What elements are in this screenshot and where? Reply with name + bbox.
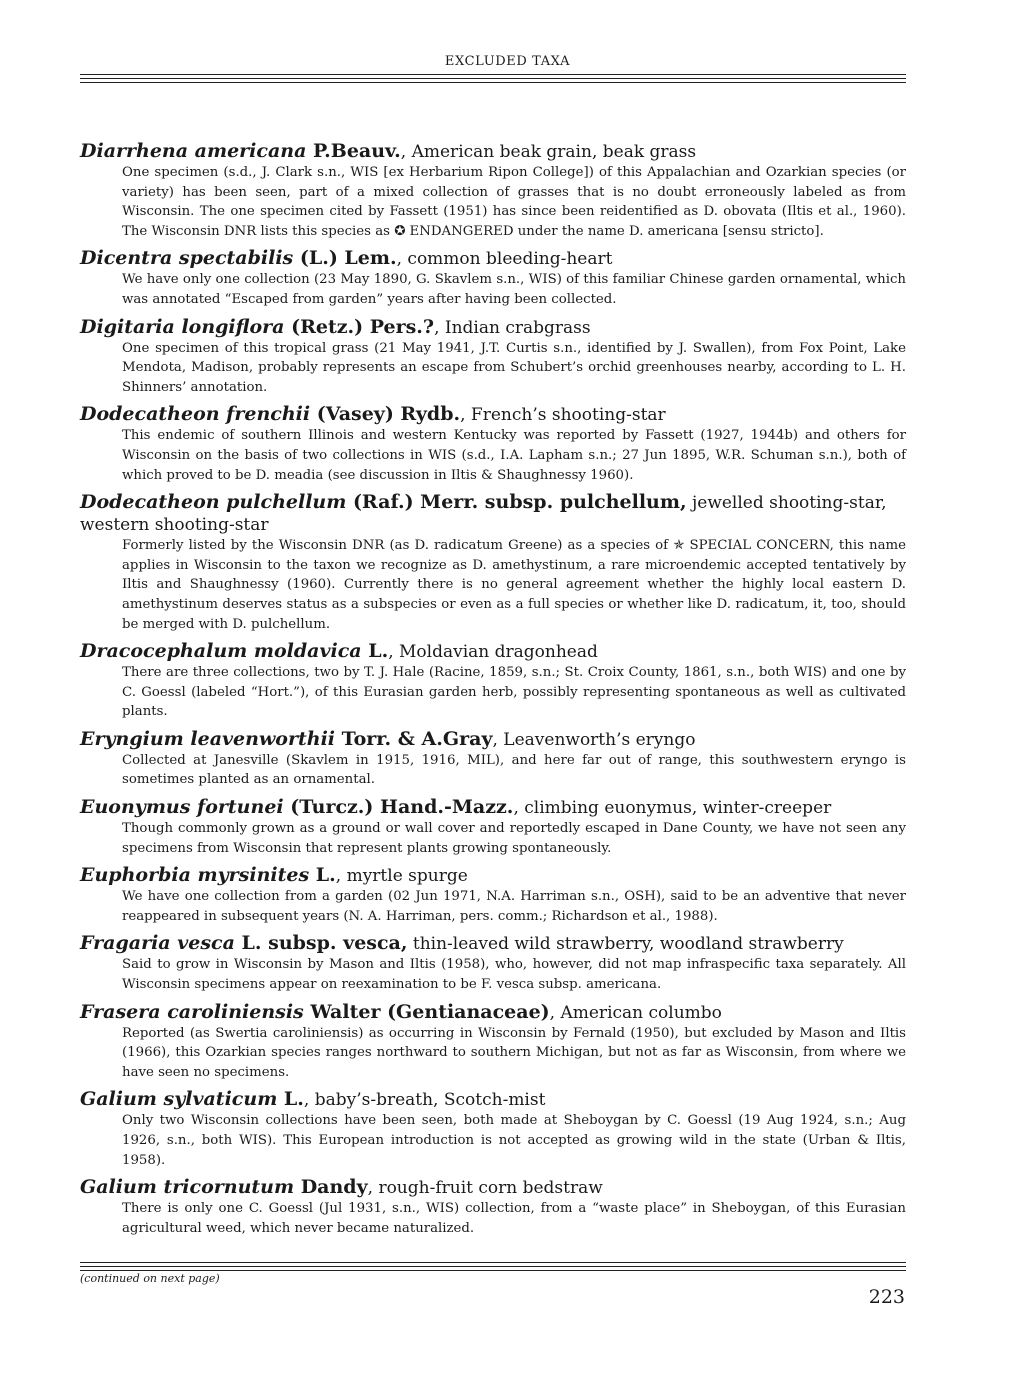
common-name: , rough-fruit corn bedstraw bbox=[367, 1178, 603, 1199]
entry-text: Reported (as Swertia caroliniensis) as occurring in Wisconsin by Fernald (1950), but excluded by Mason and Iltis (1966), this Ozarkian species ranges northward to southern Michigan, but not as far as Wisconsin, from where we have seen no specimens. bbox=[122, 1025, 906, 1080]
author: (Raf.) Merr. subsp. pulchellum, bbox=[346, 491, 687, 514]
entry-heading bbox=[80, 728, 906, 751]
scientific-name: Diarrhena americana bbox=[80, 140, 307, 162]
entry-heading bbox=[80, 1088, 906, 1111]
entry-text: Though commonly grown as a ground or wall cover and reportedly escaped in Dane County, we have not seen any specimens from Wisconsin that represent plants growing spontaneously. bbox=[122, 821, 906, 856]
entry bbox=[80, 1176, 906, 1238]
entry bbox=[80, 316, 906, 398]
entry-text: There are three collections, two by T. J. Hale (Racine, 1859, s.n.; St. Croix County, 1861, s.n., both WIS) and one by C. Goessl (labeled “Hort.”), of this Eurasian garden herb, possibly representing spontaneous as well as cultivated plants. bbox=[122, 665, 906, 720]
entry bbox=[80, 796, 906, 858]
entry-heading bbox=[80, 932, 906, 955]
scientific-name: Digitaria longiflora bbox=[80, 315, 285, 338]
entry bbox=[80, 1088, 906, 1170]
common-name: , Indian crabgrass bbox=[434, 317, 591, 338]
footer-rule bbox=[80, 1266, 906, 1267]
footer-rule bbox=[80, 1262, 906, 1263]
entry-heading bbox=[80, 1176, 906, 1199]
entry bbox=[80, 728, 906, 790]
entry-text: There is only one C. Goessl (Jul 1931, s.n., WIS) collection, from a “waste place” in Sheboygan, of this Eurasian agricultural weed, which never became naturalized. bbox=[122, 1201, 906, 1236]
common-name: , American beak grain, beak grass bbox=[400, 142, 697, 162]
running-head: EXCLUDED TAXA bbox=[444, 54, 571, 69]
entry bbox=[80, 932, 906, 994]
entry-heading bbox=[80, 491, 906, 536]
footer-rule bbox=[80, 1270, 906, 1271]
scientific-name: Fragaria vesca bbox=[80, 932, 235, 955]
continued-note: (continued on next page) bbox=[80, 1272, 220, 1285]
entry-heading bbox=[80, 403, 906, 426]
author: L. bbox=[309, 864, 336, 887]
scientific-name: Galium tricornutum bbox=[80, 1176, 295, 1199]
entry-text: This endemic of southern Illinois and western Kentucky was reported by Fassett (1927, 1944b) and others for Wisconsin on the basis of two collections in WIS (s.d., I.A. Lapham s.n.; 27 Jun 1895, W.R. Schuman s.n.), both of which proved to be D. meadia (see discussion in Iltis & Shaughnessy 1960). bbox=[122, 428, 906, 483]
author: L. bbox=[277, 1088, 304, 1111]
header-rule bbox=[80, 82, 906, 83]
header-rule bbox=[80, 74, 906, 75]
common-name: , myrtle spurge bbox=[335, 866, 468, 887]
entry-text: One specimen of this tropical grass (21 May 1941, J.T. Curtis s.n., identified by J. Swallen), from Fox Point, Lake Mendota, Madison, probably represents an escape from Schubert’s orchid greenhouses nearby, according to L. H. Shinners’ annotation. bbox=[122, 340, 906, 395]
entry-heading bbox=[80, 316, 906, 339]
entry-list bbox=[80, 140, 906, 1244]
entry-text: We have only one collection (23 May 1890, G. Skavlem s.n., WIS) of this familiar Chinese garden ornamental, which was annotated “Escaped from garden” years after having been collected. bbox=[122, 272, 906, 307]
entry-text: Collected at Janesville (Skavlem in 1915, 1916, MIL), and here far out of range, this southwestern eryngo is sometimes planted as an ornamental. bbox=[122, 752, 906, 788]
scientific-name: Euphorbia myrsinites bbox=[80, 864, 310, 887]
entry bbox=[80, 491, 906, 634]
page-number: 223 bbox=[868, 1286, 905, 1308]
entry-heading bbox=[80, 640, 906, 663]
author: (Vasey) Rydb. bbox=[310, 403, 461, 426]
author: Walter (Gentianaceae) bbox=[303, 1000, 550, 1023]
scientific-name: Dicentra spectabilis bbox=[80, 247, 294, 270]
entry-heading bbox=[80, 140, 906, 163]
author: L. subsp. vesca, bbox=[234, 932, 408, 955]
common-name: , American columbo bbox=[549, 1002, 722, 1023]
author: L. bbox=[361, 640, 389, 663]
entry-text: One specimen (s.d., J. Clark s.n., WIS [ex Herbarium Ripon College]) of this Appalachian and Ozarkian species (or variety) has been seen, part of a mixed collection of grasses that is no doubt erroneously labeled as from Wisconsin. The one specimen cited by Fassett (1951) has since been reidentified as D. obovata (Iltis et al., 1960). The Wisconsin DNR lists this species as ✪ ENDANGERED under the name D. americana [sensu stricto]. bbox=[122, 165, 906, 239]
entry-heading bbox=[80, 864, 906, 887]
entry bbox=[80, 1001, 906, 1083]
entry-heading bbox=[80, 247, 906, 270]
entry-heading bbox=[80, 1001, 906, 1024]
author: (Turcz.) Hand.-Mazz. bbox=[283, 796, 514, 819]
scientific-name: Dodecatheon pulchellum bbox=[80, 491, 347, 514]
common-name: , Moldavian dragonhead bbox=[388, 642, 598, 663]
author: (L.) Lem. bbox=[293, 247, 397, 270]
common-name: jewelled shooting-star, western shooting-star bbox=[80, 493, 887, 536]
scientific-name: Eryngium leavenworthii bbox=[80, 727, 336, 750]
entry bbox=[80, 403, 906, 485]
header-rule bbox=[80, 78, 906, 79]
scientific-name: Galium sylvaticum bbox=[80, 1088, 278, 1111]
entry-text: Formerly listed by the Wisconsin DNR (as D. radicatum Greene) as a species of ✯ SPECIAL CONCERN, this name applies in Wisconsin to the taxon we recognize as D. amethystinum, a rare microendemic accepted tentatively by Iltis and Shaughnessy (1960). Currently there is no general agreement whether the highly local eastern D. amethystinum deserves status as a subspecies or even as a full species or whether like D. radicatum, it, too, should be merged with D. pulchellum. bbox=[122, 538, 906, 632]
entry bbox=[80, 864, 906, 926]
scientific-name: Frasera caroliniensis bbox=[80, 1000, 304, 1023]
author: Dandy bbox=[294, 1176, 368, 1199]
common-name: , common bleeding-heart bbox=[396, 249, 613, 270]
entry-text: We have one collection from a garden (02 Jun 1971, N.A. Harriman s.n., OSH), said to be an adventive that never reappeared in subsequent years (N. A. Harriman, pers. comm.; Richardson et al., 1988). bbox=[122, 889, 906, 924]
entry bbox=[80, 247, 906, 309]
scientific-name: Euonymus fortunei bbox=[80, 796, 284, 819]
entry bbox=[80, 140, 906, 241]
entry-text: Said to grow in Wisconsin by Mason and Iltis (1958), who, however, did not map infraspecific taxa separately. All Wisconsin specimens appear on reexamination to be F. vesca subsp. americana. bbox=[122, 957, 906, 993]
author: P.Beauv. bbox=[306, 140, 401, 162]
scientific-name: Dodecatheon frenchii bbox=[80, 403, 311, 426]
common-name: , Leavenworth’s eryngo bbox=[492, 729, 696, 750]
common-name: , climbing euonymus, winter-creeper bbox=[513, 798, 832, 819]
common-name: , baby’s-breath, Scotch-mist bbox=[303, 1090, 546, 1111]
author: Torr. & A.Gray bbox=[335, 727, 493, 750]
entry-text: Only two Wisconsin collections have been seen, both made at Sheboygan by C. Goessl (19 Aug 1924, s.n.; Aug 1926, s.n., both WIS). This European introduction is not accepted as growing wild in the state (Urban & Iltis, 1958). bbox=[122, 1113, 906, 1168]
common-name: thin-leaved wild strawberry, woodland strawberry bbox=[407, 934, 844, 955]
entry bbox=[80, 640, 906, 722]
author: (Retz.) Pers.? bbox=[284, 315, 435, 338]
common-name: , French’s shooting-star bbox=[460, 405, 666, 426]
entry-heading bbox=[80, 796, 906, 819]
scientific-name: Dracocephalum moldavica bbox=[80, 640, 362, 663]
